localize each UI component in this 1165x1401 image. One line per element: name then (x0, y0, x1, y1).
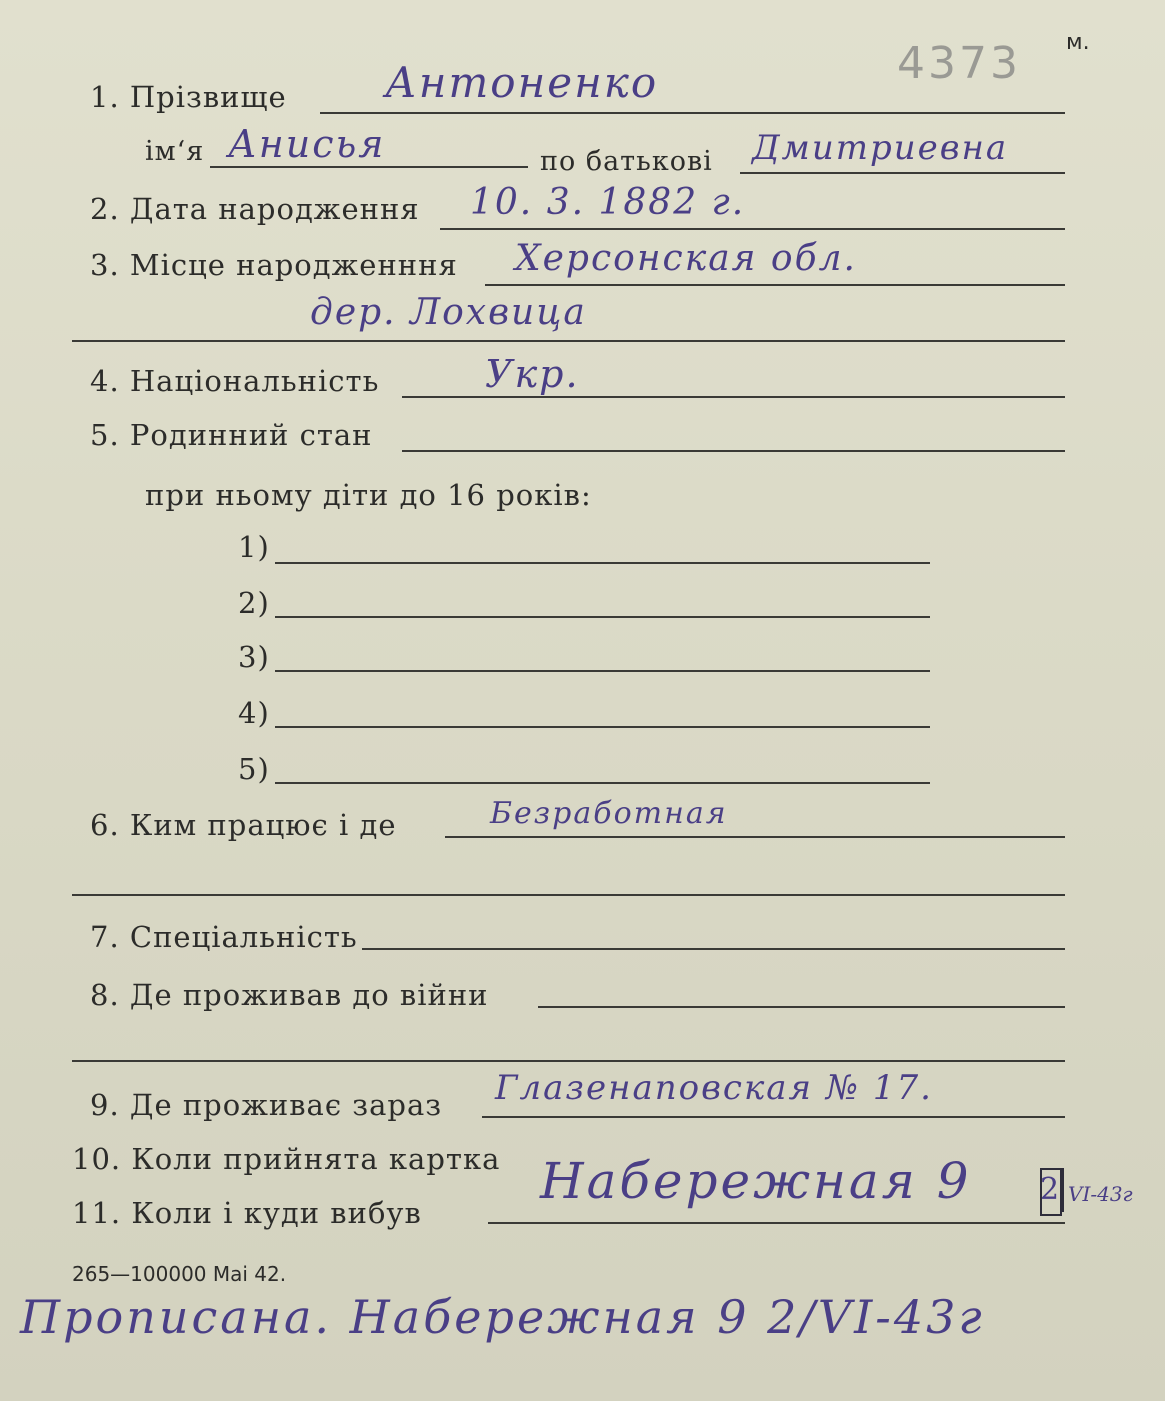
patronymic-label: по батькові (540, 146, 713, 177)
stamp-box-date-value: VI-43г (1068, 1182, 1133, 1206)
birth-place-label: 3. Місце народженння (90, 248, 458, 282)
child-5-label: 5) (238, 752, 270, 786)
birth-place-value-2: дер. Лохвица (310, 292, 587, 333)
birth-date-value: 10. 3. 1882 г. (470, 182, 746, 223)
footer-note: Прописана. Набережная 9 2/VI-43г (20, 1290, 985, 1344)
patronymic-value: Дмитриевна (752, 128, 1009, 168)
child-2-label: 2) (238, 586, 270, 620)
marital-status-line (402, 450, 1065, 452)
child-1-line (275, 562, 930, 564)
children-heading: при ньому діти до 16 років: (145, 478, 592, 512)
child-3-line (275, 670, 930, 672)
prewar-residence-line (538, 1006, 1065, 1008)
departed-line (488, 1222, 1065, 1224)
archive-number: 4373 (897, 38, 1021, 89)
specialty-label: 7. Спеціальність (90, 920, 358, 954)
surname-value: Антоненко (385, 58, 659, 107)
departed-label: 11. Коли і куди вибув (72, 1196, 422, 1230)
birth-date-line (440, 228, 1065, 230)
marital-status-label: 5. Родинний стан (90, 418, 373, 452)
child-4-label: 4) (238, 696, 270, 730)
stamp-box-date (1062, 1168, 1064, 1212)
birth-place-line-2 (72, 340, 1065, 342)
nationality-line (402, 396, 1065, 398)
current-residence-label: 9. Де проживає зараз (90, 1088, 443, 1122)
birth-place-line-1 (485, 284, 1065, 286)
archive-mark: м. (1066, 30, 1090, 55)
current-residence-line (482, 1116, 1065, 1118)
prewar-residence-label: 8. Де проживав до війни (90, 978, 489, 1012)
print-code: 265—100000 Mai 42. (72, 1262, 287, 1286)
child-4-line (275, 726, 930, 728)
departed-value: Набережная 9 (540, 1152, 972, 1210)
current-residence-value: Глазенаповская № 17. (495, 1068, 933, 1108)
occupation-label: 6. Ким працює і де (90, 808, 397, 842)
nationality-label: 4. Національність (90, 364, 380, 398)
child-3-label: 3) (238, 640, 270, 674)
child-1-label: 1) (238, 530, 270, 564)
prewar-residence-line-2 (72, 1060, 1065, 1062)
occupation-value: Безработная (490, 796, 728, 831)
birth-place-value-1: Херсонская обл. (515, 238, 857, 279)
patronymic-line (740, 172, 1065, 174)
occupation-line (445, 836, 1065, 838)
name-label: ім‘я (145, 136, 205, 167)
specialty-line (362, 948, 1065, 950)
child-5-line (275, 782, 930, 784)
surname-line (320, 112, 1065, 114)
nationality-value: Укр. (485, 352, 580, 396)
birth-date-label: 2. Дата народження (90, 192, 420, 226)
occupation-line-2 (72, 894, 1065, 896)
surname-label: 1. Прізвище (90, 80, 287, 114)
stamp-box-number: 2 (1040, 1172, 1062, 1207)
child-2-line (275, 616, 930, 618)
name-value: Анисья (228, 122, 386, 166)
card-accepted-label: 10. Коли прийнята картка (72, 1142, 501, 1176)
name-line (210, 166, 528, 168)
